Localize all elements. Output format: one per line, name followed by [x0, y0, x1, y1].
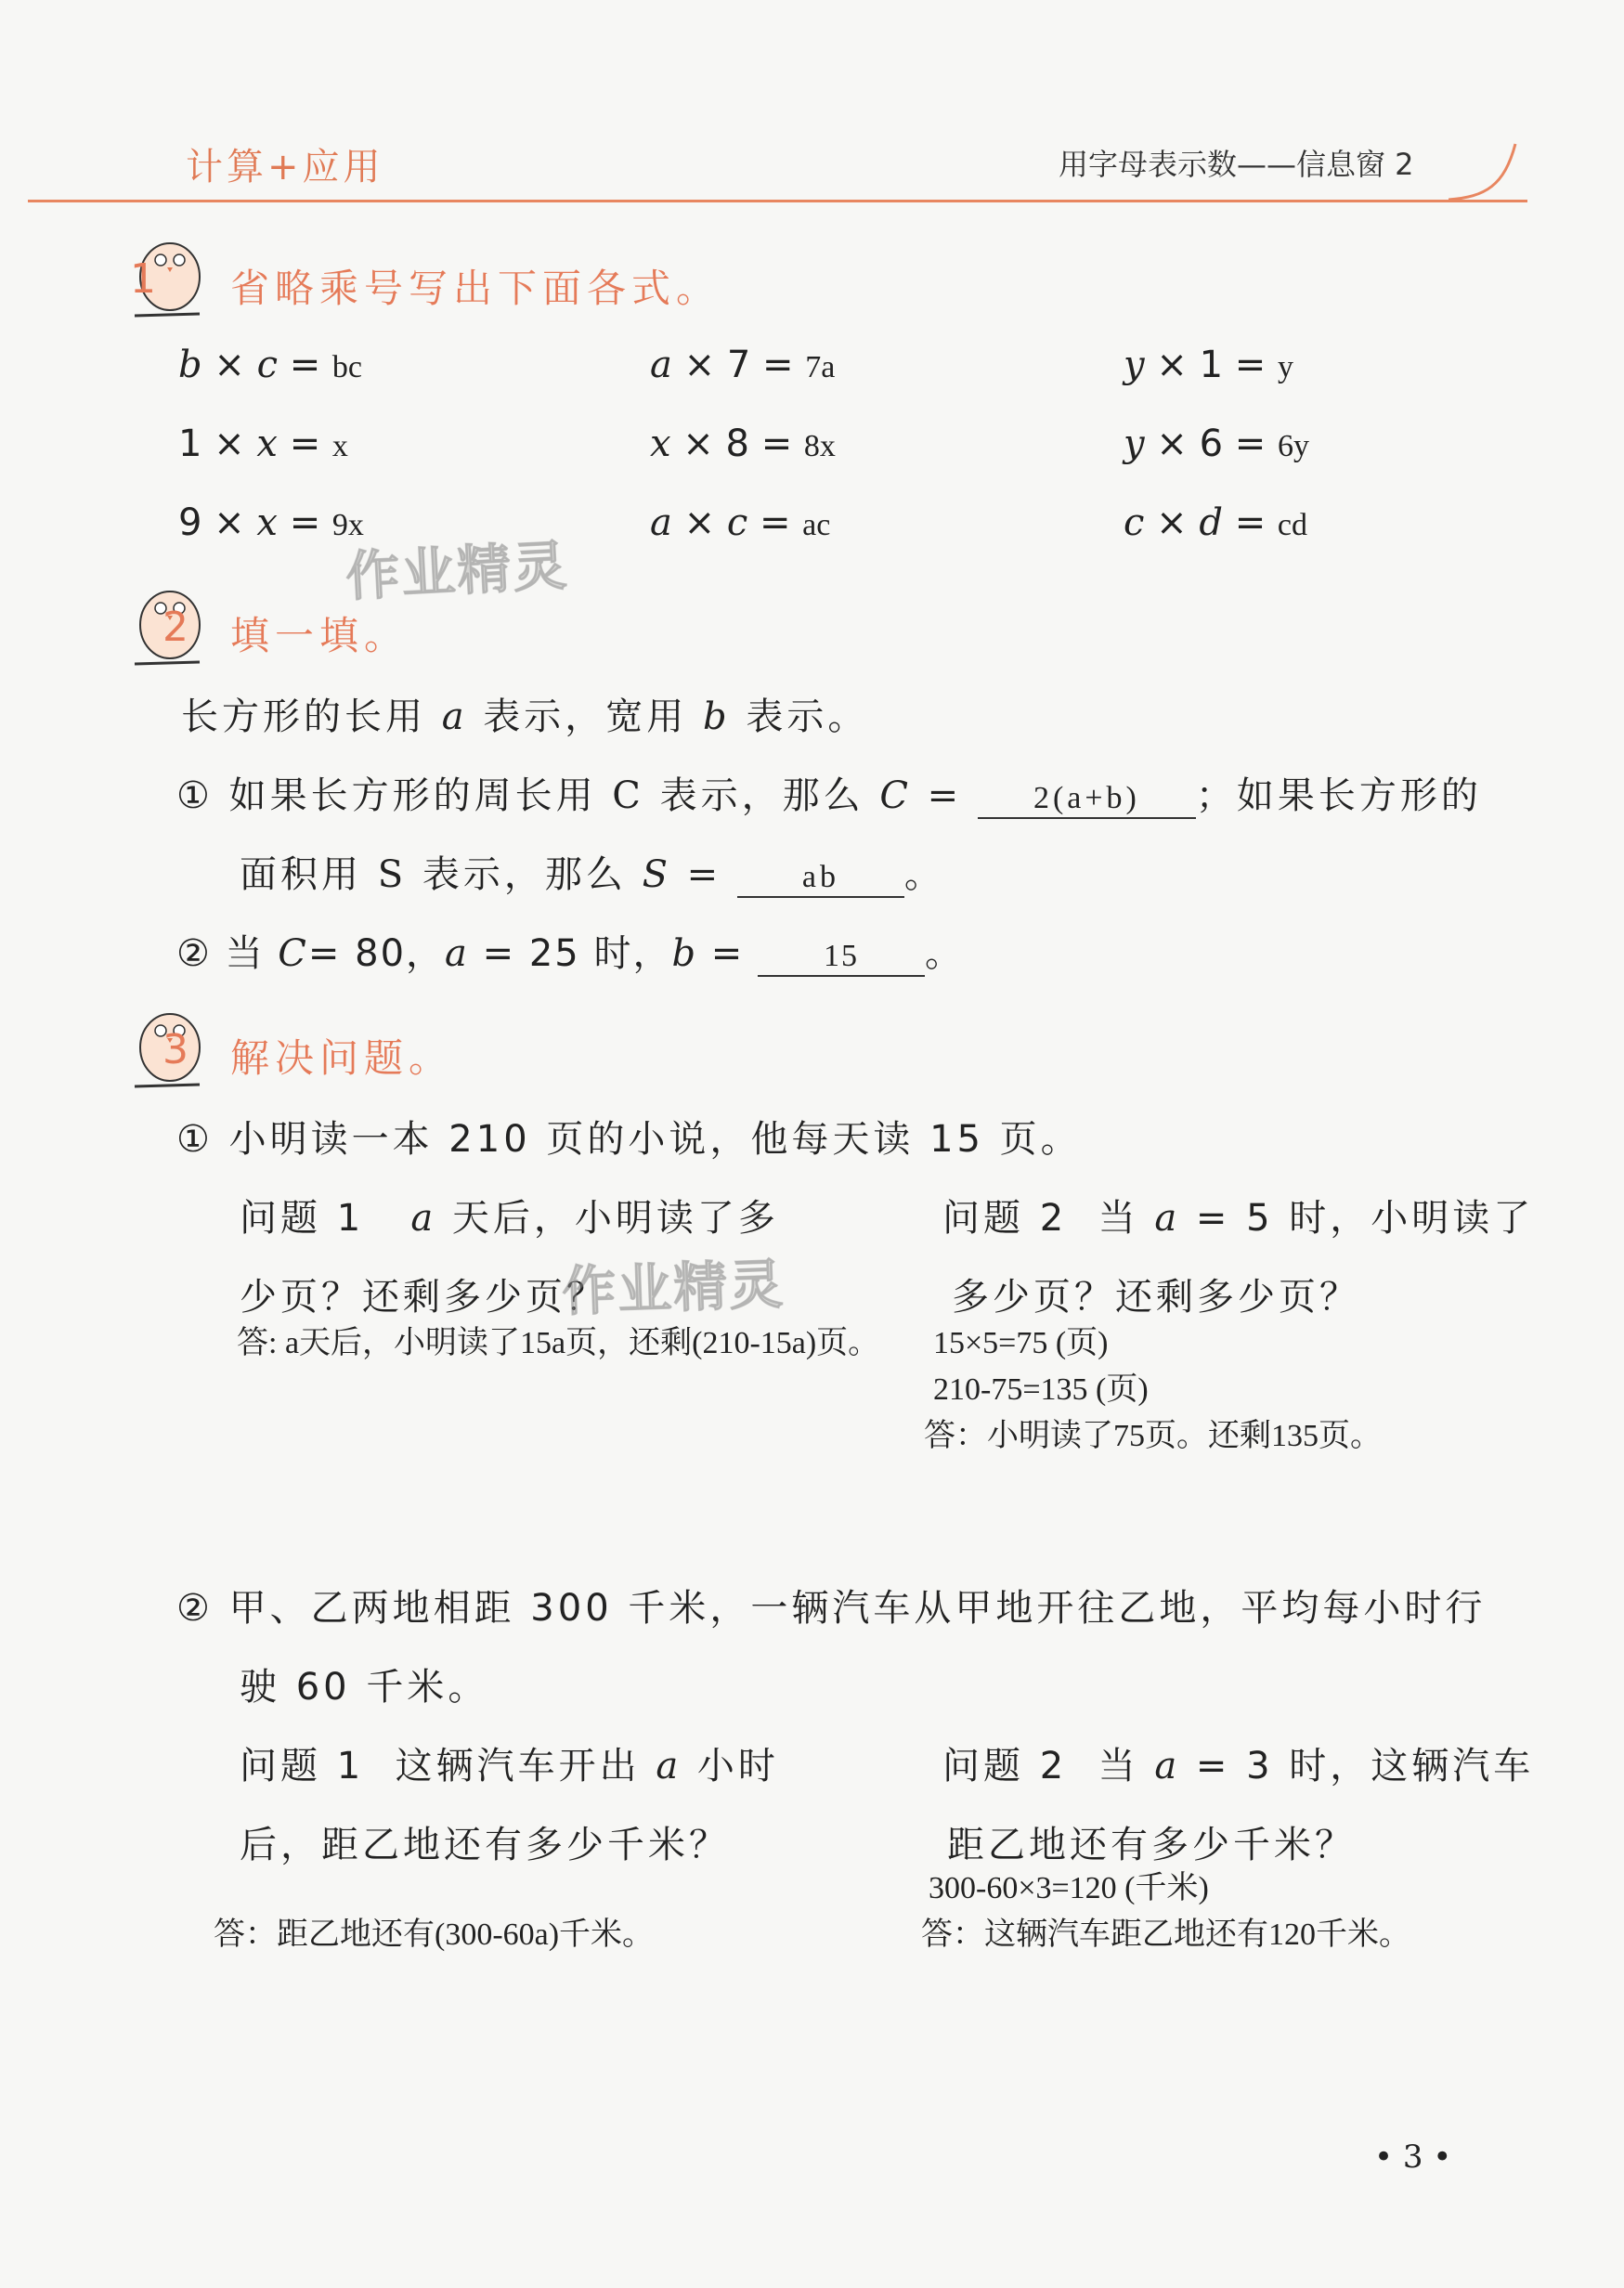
problem-1-q1-line-1: 问题 1 a 天后，小明读了多: [240, 1197, 779, 1240]
section-3-number: 3: [162, 1026, 194, 1073]
answer-6: 6y: [1277, 429, 1309, 463]
problem-2-q2-work: 300-60×3=120 (千米): [929, 1871, 1209, 1905]
answer-8: ac: [802, 508, 831, 542]
section-3-title: 解决问题。: [230, 1035, 454, 1081]
problem-2-q1-line-2: 后，距乙地还有多少千米？: [240, 1824, 730, 1866]
answer-1: bc: [331, 350, 363, 384]
problem-1-q2-work-2: 210-75=135 (页): [933, 1372, 1149, 1407]
header-section-label: 计算+应用: [186, 146, 384, 188]
answer-3: y: [1277, 350, 1293, 384]
problem-1-q2-work-1: 15×5=75 (页): [933, 1326, 1109, 1360]
problem-1-q1-answer: 答: a天后，小明读了15a页，还剩(210-15a)页。: [237, 1326, 880, 1360]
area-blank[interactable]: ab: [737, 853, 904, 898]
problem-1-q1-line-2: 少页？还剩多少页？: [240, 1276, 607, 1319]
problem-2-q1-line-1: 问题 1 这辆汽车开出 a 小时: [240, 1745, 779, 1788]
problem-1-statement: ① 小明读一本 210 页的小说，他每天读 15 页。: [176, 1118, 1082, 1161]
section-1-title: 省略乘号写出下面各式。: [230, 266, 721, 311]
problem-1-q2-line-1: 问题 2 当 a = 5 时，小明读了: [942, 1197, 1535, 1240]
expr-8: a × c = ac: [650, 501, 831, 544]
answer-2: 7a: [805, 350, 836, 384]
watermark-logo: 作业精灵: [344, 533, 570, 609]
expr-9: c × d = cd: [1124, 501, 1308, 544]
header-chapter-title: 用字母表示数——信息窗 2: [1059, 147, 1414, 182]
problem-2-statement-line-1: ② 甲、乙两地相距 300 千米，一辆汽车从甲地开往乙地，平均每小时行: [176, 1587, 1487, 1630]
width-blank[interactable]: 15: [758, 932, 925, 977]
problem-1-q2-answer: 答：小明读了75页。还剩135页。: [924, 1419, 1382, 1453]
answer-5: 8x: [803, 429, 836, 463]
problem-2-q2-answer: 答：这辆汽车距乙地还有120千米。: [921, 1918, 1410, 1952]
rect-intro: 长方形的长用 a 表示，宽用 b 表示。: [181, 696, 869, 738]
page-number: • 3 •: [1374, 2138, 1452, 2176]
expr-6: y × 6 = 6y: [1124, 422, 1309, 465]
section-2-title: 填一填。: [230, 613, 409, 658]
header-corner-curve: [1449, 139, 1523, 204]
expr-7: 9 × x = 9x: [178, 501, 364, 544]
section-2-number: 2: [162, 604, 194, 651]
problem-2-q2-line-2: 距乙地还有多少千米？: [947, 1824, 1356, 1866]
perimeter-blank[interactable]: 2(a+b): [978, 774, 1196, 819]
answer-7: 9x: [331, 508, 364, 542]
problem-2-q1-answer: 答：距乙地还有(300-60a)千米。: [214, 1918, 655, 1952]
expr-2: a × 7 = 7a: [650, 344, 836, 386]
section-1-number: 1: [130, 255, 162, 303]
fill-question-2: ② 当 C= 80，a = 25 时，b = 15 。: [176, 932, 965, 975]
problem-2-statement-line-2: 驶 60 千米。: [240, 1666, 489, 1709]
expr-5: x × 8 = 8x: [650, 422, 836, 465]
watermark-logo: 作业精灵: [561, 1252, 786, 1324]
header-rule: [28, 200, 1527, 202]
expr-3: y × 1 = y: [1124, 344, 1293, 386]
fill-question-1-line-2: 面积用 S 表示，那么 S = ab 。: [240, 853, 945, 896]
problem-2-q2-line-1: 问题 2 当 a = 3 时，这辆汽车: [942, 1745, 1535, 1788]
expr-1: b × c = bc: [178, 344, 363, 386]
answer-9: cd: [1277, 508, 1308, 542]
answer-4: x: [331, 429, 348, 463]
expr-4: 1 × x = x: [178, 422, 348, 465]
fill-question-1-line-1: ① 如果长方形的周长用 C 表示，那么 C = 2(a+b) ；如果长方形的: [176, 774, 1482, 817]
problem-1-q2-line-2: 多少页？还剩多少页？: [952, 1276, 1360, 1319]
